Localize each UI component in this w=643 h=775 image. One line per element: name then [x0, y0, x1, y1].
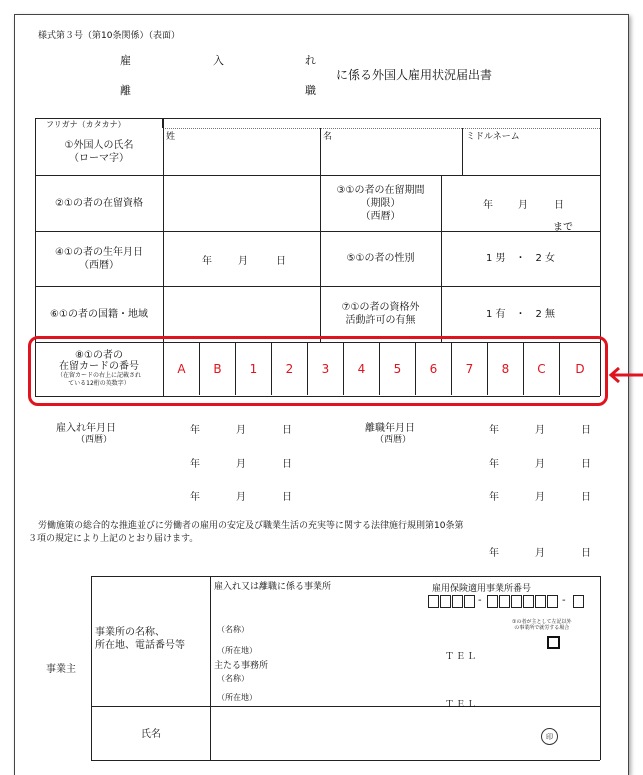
leave-day-3: 日 — [581, 492, 591, 503]
card-digit-6[interactable]: 4 — [344, 343, 380, 395]
birth-month: 月 — [238, 256, 248, 267]
nationality-field[interactable] — [164, 287, 319, 341]
office-name-tag: （名称） — [217, 625, 249, 634]
leave-date-label: 離職年月日 — [365, 423, 415, 434]
card-digit-9[interactable]: 7 — [452, 343, 488, 395]
ins-box-11[interactable] — [573, 595, 584, 608]
hire-month-1: 月 — [236, 425, 246, 436]
card-digit-12[interactable]: D — [575, 362, 585, 376]
middle-name-field[interactable] — [463, 140, 599, 174]
given-name-label: 名 — [323, 132, 333, 142]
birthdate-label: ④①の者の生年月日 （西暦） — [55, 246, 143, 271]
leave-year-1: 年 — [489, 425, 499, 436]
leave-year-3: 年 — [489, 492, 499, 503]
sex-options[interactable]: 1 男 ・ 2 女 — [485, 253, 556, 264]
residence-period-label: ③①の者の在留期間 （期限） （西暦） — [336, 184, 425, 222]
employer-label: 事業主 — [46, 664, 76, 675]
birth-day: 日 — [276, 256, 286, 267]
surname-label: 姓 — [166, 132, 176, 142]
leave-date-sub: （西暦） — [375, 435, 412, 445]
seal-icon: 印 — [541, 728, 558, 745]
ins-box-8[interactable] — [523, 595, 534, 608]
card-digit-2[interactable]: B — [200, 343, 236, 395]
ins-dash-2: - — [562, 595, 566, 606]
person-name-label: 氏名 — [141, 729, 161, 740]
statement-line-1: 労働施策の総合的な推進並びに労働者の雇用の安定及び職業生活の充実等に関する法律施行規則第10条第 — [38, 521, 464, 531]
period-day: 日 — [554, 200, 564, 211]
statement-line-2: ３項の規定により上記のとおり届けます。 — [28, 534, 199, 544]
card-digit-5[interactable]: 3 — [308, 343, 344, 395]
other-office-checkbox[interactable] — [547, 636, 560, 649]
form-number: 様式第３号（第10条関係）（表面） — [38, 31, 180, 41]
ins-box-1[interactable] — [428, 595, 439, 608]
submit-day: 日 — [581, 548, 591, 559]
main-office-name-tag: （名称） — [217, 674, 249, 683]
card-digit-7[interactable]: 5 — [380, 343, 416, 395]
title-char-yato: 雇 — [120, 54, 131, 67]
hire-day-2: 日 — [282, 459, 292, 470]
hire-year-3: 年 — [190, 492, 200, 503]
ins-dash-1: - — [478, 595, 482, 606]
title-char-ire: 入 — [213, 54, 224, 67]
foreigner-name-label: ①外国人の氏名 （ローマ字） — [64, 140, 134, 164]
period-until: まで — [553, 222, 573, 233]
hire-month-2: 月 — [236, 459, 246, 470]
ins-box-3[interactable] — [452, 595, 463, 608]
period-month: 月 — [518, 200, 528, 211]
leave-month-3: 月 — [535, 492, 545, 503]
main-office-label: 主たる事務所 — [214, 661, 269, 671]
residence-status-field[interactable] — [164, 176, 319, 230]
leave-month-2: 月 — [535, 459, 545, 470]
hire-year-1: 年 — [190, 425, 200, 436]
highlight-box — [28, 336, 608, 406]
arrow-left-icon — [606, 366, 643, 384]
card-digit-11[interactable]: C — [524, 343, 560, 395]
office-heading: 雇入れ又は離職に係る事業所 — [214, 582, 332, 592]
title-char-ri: 離 — [120, 84, 131, 97]
card-digit-1[interactable]: A — [164, 343, 200, 395]
main-office-tel-label: ＴＥＬ — [445, 700, 479, 710]
hire-date-label: 雇入れ年月日 — [56, 423, 116, 434]
card-digit-8[interactable]: 6 — [416, 343, 452, 395]
leave-month-1: 月 — [535, 425, 545, 436]
leave-year-2: 年 — [489, 459, 499, 470]
nationality-label: ⑥①の者の国籍・地域 — [50, 308, 148, 320]
card-digit-3[interactable]: 1 — [236, 343, 272, 395]
ins-box-5[interactable] — [487, 595, 498, 608]
residence-status-label: ②①の者の在留資格 — [55, 197, 143, 209]
card-digit-4[interactable]: 2 — [272, 343, 308, 395]
birth-year: 年 — [202, 256, 212, 267]
office-tel-label: ＴＥＬ — [445, 652, 479, 662]
leave-day-2: 日 — [581, 459, 591, 470]
period-year: 年 — [483, 200, 493, 211]
title-char-shoku: 職 — [305, 84, 316, 97]
hire-day-3: 日 — [282, 492, 292, 503]
hire-date-sub: （西暦） — [76, 435, 113, 445]
leave-day-1: 日 — [581, 425, 591, 436]
hire-month-3: 月 — [236, 492, 246, 503]
given-name-field[interactable] — [321, 140, 461, 174]
office-address-tag: （所在地） — [217, 646, 257, 655]
work-permission-label: ⑦①の者の資格外 活動許可の有無 — [341, 302, 420, 326]
ins-box-4[interactable] — [464, 595, 475, 608]
card-digit-10[interactable]: 8 — [488, 343, 524, 395]
ins-box-10[interactable] — [547, 595, 558, 608]
submit-year: 年 — [489, 548, 499, 559]
ins-box-7[interactable] — [511, 595, 522, 608]
residence-card-label: ⑧①の者の 在留カードの番号 （在留カードの右上に記載され ている12桁の英数字） — [56, 350, 141, 387]
main-office-address-tag: （所在地） — [217, 693, 257, 702]
work-permission-options[interactable]: 1 有 ・ 2 無 — [485, 308, 556, 320]
hire-day-1: 日 — [282, 425, 292, 436]
surname-field[interactable] — [164, 140, 319, 174]
title-char-re: れ — [305, 54, 316, 67]
ins-box-9[interactable] — [535, 595, 546, 608]
other-office-note: ①の者が主として左記以外 の事業所で就労する場合 — [512, 619, 572, 631]
middle-name-label: ミドルネーム — [466, 132, 520, 142]
office-label: 事業所の名称、 所在地、電話番号等 — [95, 627, 185, 651]
submit-month: 月 — [535, 548, 545, 559]
form-title: に係る外国人雇用状況届出書 — [336, 68, 493, 82]
sex-label: ⑤①の者の性別 — [346, 253, 415, 264]
furigana-label: フリガナ（カタカナ） — [46, 120, 126, 129]
ins-box-6[interactable] — [499, 595, 510, 608]
ins-box-2[interactable] — [440, 595, 451, 608]
insurance-number-heading: 雇用保険適用事業所番号 — [432, 584, 532, 594]
hire-year-2: 年 — [190, 459, 200, 470]
